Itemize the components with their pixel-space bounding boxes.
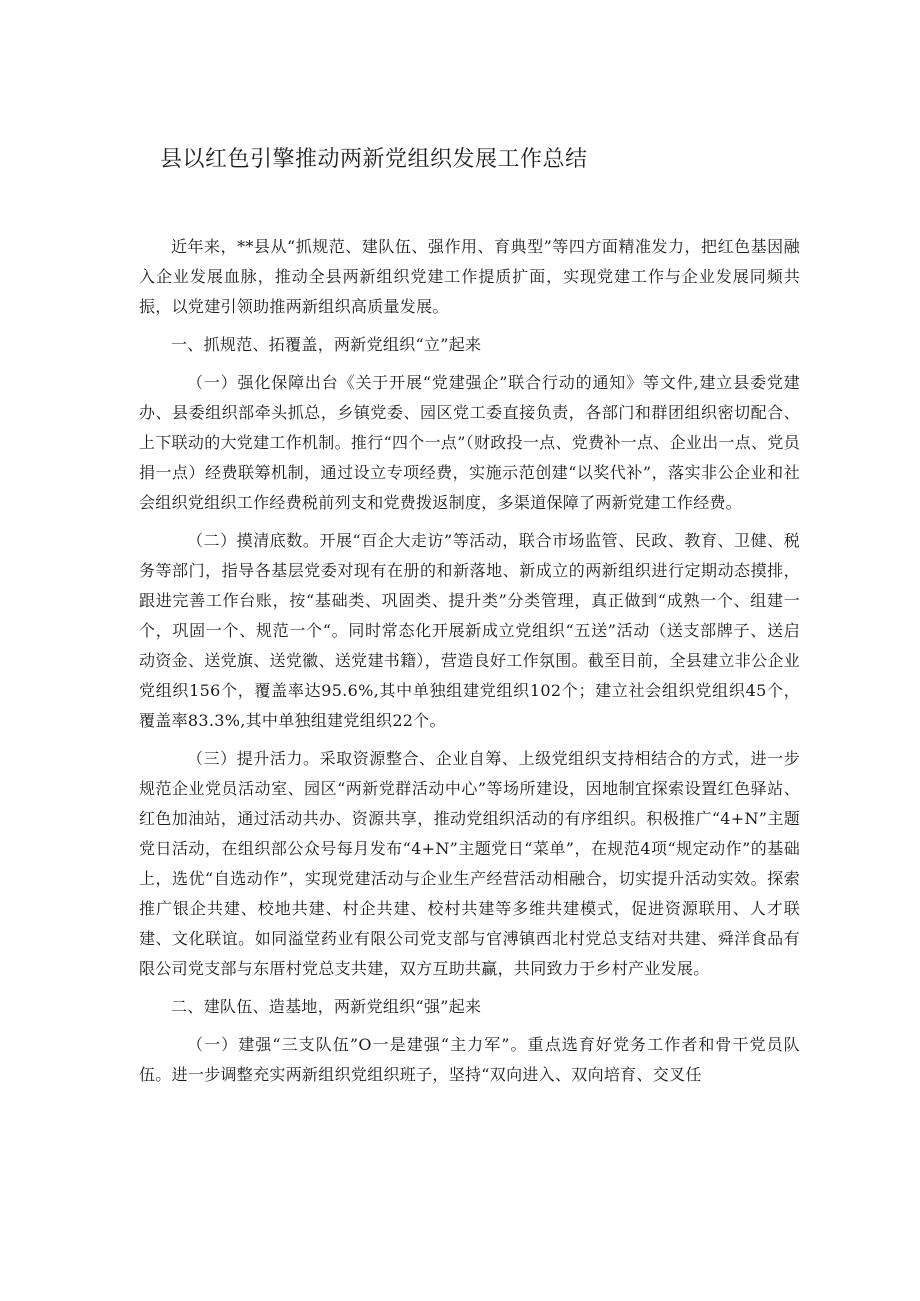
section-heading-1: 一、抓规范、拓覆盖，两新党组织“立”起来 [171,335,482,354]
subsection-paragraph-1-2: （二）摸清底数。开展“百企大走访”等活动，联合市场监管、民政、教育、卫健、税务等部门，指导各基层党委对现有在册的和新落地、新成立的两新组织进行定期动态摸排，跟进完善工作台账，按“基础类、巩固类、提升类”分类管理，真正做到“成熟一个、组建一个，巩固一个、规范一个“。同时常态化开展新成立党组织“五送”活动（送支部牌子、送启动资金、送党旗、送党徽、送党建书籍），营造良好工作氛围。截至目前，全县建立非公企业党组织156个，覆盖率达95.6%,其中单独组建党组织102个；建立社会组织党组织45个，覆盖率83.3%,其中单独组建党组织22个。 [139,531,800,730]
intro-paragraph: 近年来，**县从“抓规范、建队伍、强作用、育典型”等四方面精准发力，把红色基因融入企业发展血脉，推动全县两新组织党建工作提质扩面，实现党建工作与企业发展同频共振，以党建引领助推两新组织高质量发展。 [139,237,800,316]
document-body [139,232,800,1098]
section-heading-2: 二、建队伍、造基地，两新党组织“强”起来 [171,997,482,1016]
subsection-paragraph-1-1: （一）强化保障出台《关于开展“党建强企”联合行动的通知》等文件,建立县委党建办、县委组织部牵头抓总，乡镇党委、园区党工委直接负责，各部门和群团组织密切配合、上下联动的大党建工作机制。推行“四个一点”（财政投一点、党费补一点、企业出一点、党员捐一点）经费联筹机制，通过设立专项经费，实施示范创建“以奖代补”，落实非公企业和社会组织党组织工作经费税前列支和党费拨返制度，多渠道保障了两新党建工作经费。 [139,373,800,512]
subsection-paragraph-1-3: （三）提升活力。采取资源整合、企业自筹、上级党组织支持相结合的方式，进一步规范企业党员活动室、园区“两新党群活动中心”等场所建设，因地制宜探索设置红色驿站、红色加油站，通过活动共办、资源共享，推动党组织活动的有序组织。积极推广“4+N”主题党日活动，在组织部公众号每月发布“4+N”主题党日“菜单”，在规范4项“规定动作”的基础上，选优“自选动作”，实现党建活动与企业生产经营活动相融合，切实提升活动实效。探索推广银企共建、校地共建、村企共建、校村共建等多维共建模式，促进资源联用、人才联建、文化联谊。如同溢堂药业有限公司党支部与官溥镇西北村党总支结对共建、舜洋食品有限公司党支部与东厝村党总支共建，双方互助共赢，共同致力于乡村产业发展。 [139,749,800,978]
subsection-paragraph-2-1: （一）建强“三支队伍”O一是建强“主力军”。重点选育好党务工作者和骨干党员队伍。进一步调整充实两新组织党组织班子，坚持“双向进入、双向培育、交叉任 [139,1035,800,1084]
document-title: 县以红色引擎推动两新党组织发展工作总结 [160,147,588,172]
